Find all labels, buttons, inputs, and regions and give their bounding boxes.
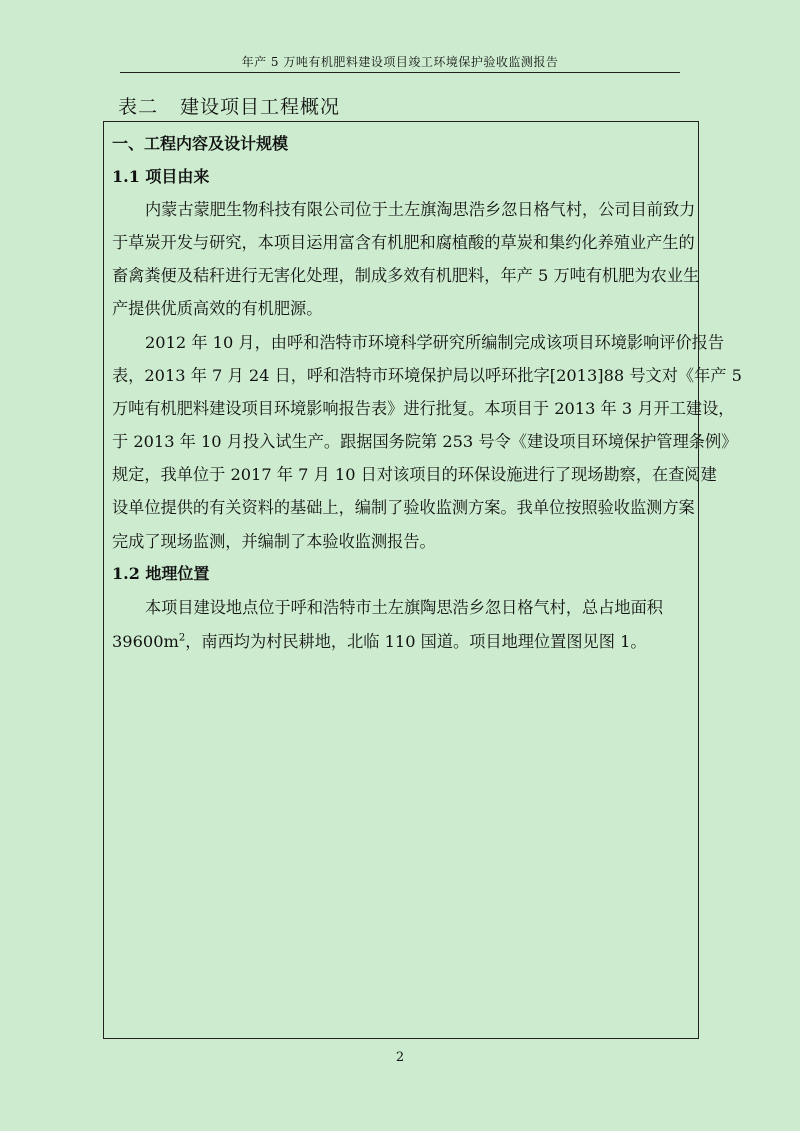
paragraph-line: 2012 年 10 月，由呼和浩特市环境科学研究所编制完成该项目环境影响评价报告 [145, 333, 725, 352]
header-divider [120, 72, 680, 73]
area-unit-superscript: 2 [178, 632, 186, 644]
page-number: 2 [395, 1050, 405, 1065]
paragraph-line: 完成了现场监测，并编制了本验收监测报告。 [112, 532, 436, 551]
site-area-description: ，南西均为村民耕地，北临 110 国道。项目地理位置图见图 1。 [185, 632, 647, 651]
paragraph-line: 规定，我单位于 2017 年 7 月 10 日对该项目的环保设施进行了现场勘察，在查阅建 [112, 465, 717, 484]
paragraph-line: 内蒙古蒙肥生物科技有限公司位于土左旗淘思浩乡忽日格气村，公司目前致力 [145, 200, 696, 219]
paragraph-line: 产提供优质高效的有机肥源。 [112, 299, 323, 318]
content-table-cell [103, 121, 742, 1039]
paragraph-line: 表，2013 年 7 月 24 日，呼和浩特市环境保护局以呼环批字[2013]88 号文对《年产 5 [112, 366, 742, 385]
paragraph-line: 于 2013 年 10 月投入试生产。跟据国务院第 253 号令《建设项目环境保护管理条例》 [112, 432, 738, 451]
heading-geographic-location: 1.2 地理位置 [112, 564, 210, 583]
site-area-value: 39600m [112, 632, 179, 651]
paragraph-line: 畜禽粪便及秸秆进行无害化处理，制成多效有机肥料，年产 5 万吨有机肥为农业生 [112, 266, 700, 285]
heading-project-origin: 1.1 项目由来 [112, 167, 210, 186]
paragraph-line: 于草炭开发与研究，本项目运用富含有机肥和腐植酸的草炭和集约化养殖业产生的 [112, 233, 695, 252]
paragraph-line-area [112, 628, 647, 652]
running-header: 年产 5 万吨有机肥料建设项目竣工环境保护验收监测报告 [241, 55, 559, 69]
paragraph-line: 万吨有机肥料建设项目环境影响报告表》进行批复。本项目于 2013 年 3 月开工建设， [112, 399, 735, 418]
heading-engineering-content: 一、工程内容及设计规模 [112, 134, 289, 153]
section-name: 建设项目工程概况 [180, 96, 341, 118]
paragraph-line: 本项目建设地点位于呼和浩特市土左旗陶思浩乡忽日格气村，总占地面积 [145, 598, 663, 617]
section-title [118, 92, 340, 119]
section-number: 表二 [118, 96, 159, 118]
paragraph-line: 设单位提供的有关资料的基础上，编制了验收监测方案。我单位按照验收监测方案 [112, 498, 695, 517]
